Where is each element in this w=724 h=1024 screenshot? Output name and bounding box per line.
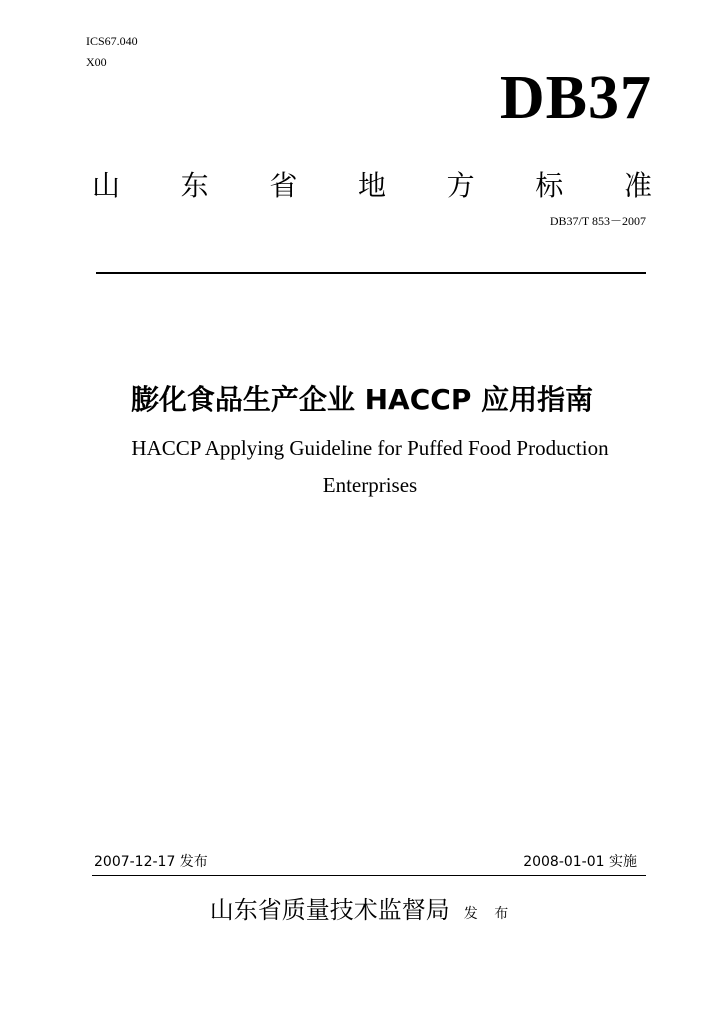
issue-date: 2007-12-17 发布 (94, 854, 208, 870)
implementation-date: 2008-01-01 实施 (523, 854, 637, 870)
standard-type-heading (92, 168, 652, 204)
standard-type-char: 准 (623, 169, 652, 202)
header-divider (96, 272, 646, 274)
standard-type-char: 东 (180, 169, 209, 202)
ics-code: ICS67.040 (86, 34, 138, 48)
standard-type-char: 方 (446, 169, 475, 202)
standard-type-char: 地 (357, 169, 386, 202)
title-english: HACCP Applying Guideline for Puffed Food Production Enterprises (131, 436, 609, 497)
classification-code: X00 (86, 55, 107, 69)
title-chinese: 膨化食品生产企业 HACCP 应用指南 (130, 383, 594, 416)
standard-type-char: 省 (269, 169, 298, 202)
standard-type-char: 山 (92, 169, 121, 202)
publisher-line (0, 893, 724, 931)
footer-divider (92, 875, 646, 876)
publish-word: 发 布 (463, 906, 515, 922)
standard-number: DB37/T 853－2007 (549, 214, 646, 228)
standard-code: DB37 (499, 64, 652, 132)
standard-type-char: 标 (535, 169, 564, 202)
publisher: 山东省质量技术监督局 (209, 896, 450, 924)
